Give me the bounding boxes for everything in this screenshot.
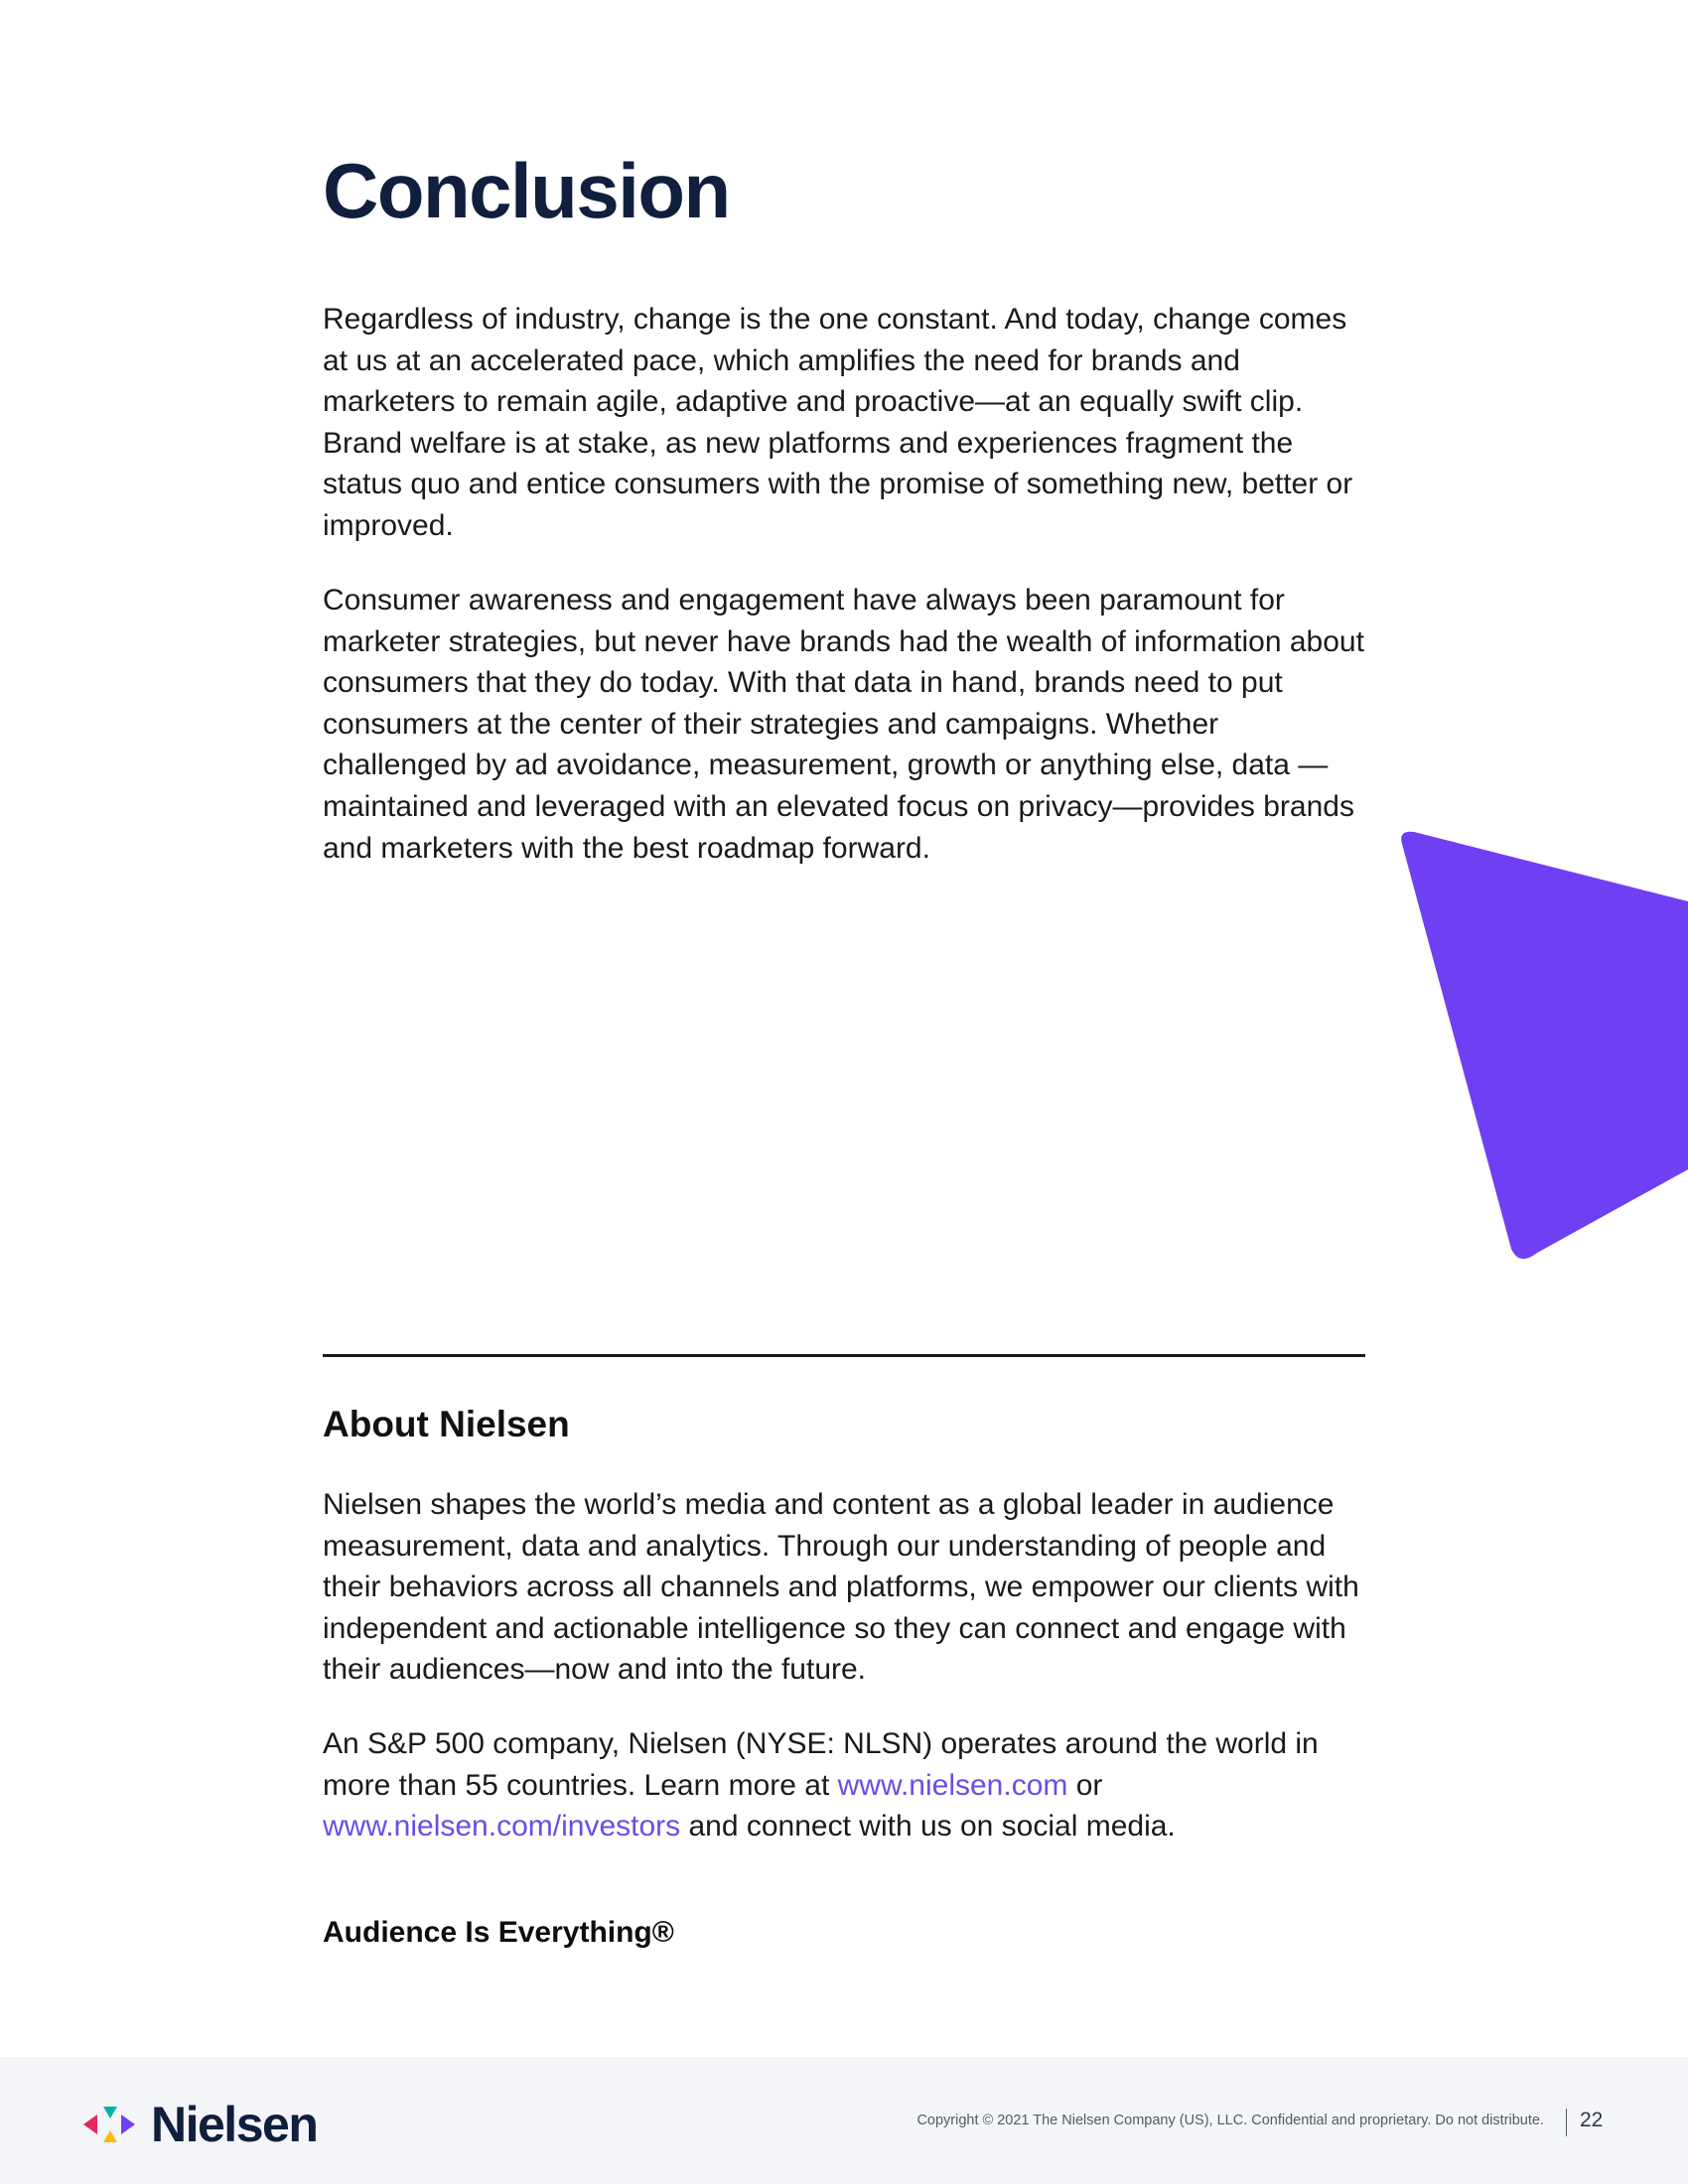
about-paragraph-2-text-end: and connect with us on social media. [680, 1810, 1176, 1843]
nielsen-logo [81, 2097, 317, 2152]
page-title: Conclusion [323, 147, 730, 234]
copyright-notice: Copyright © 2021 The Nielsen Company (US), LLC. Confidential and proprietary. Do not distribute. [916, 2113, 1544, 2128]
page-number: 22 [1580, 2109, 1604, 2131]
nielsen-website-link[interactable]: www.nielsen.com [837, 1768, 1068, 1802]
decorative-triangle [1390, 824, 1688, 1271]
conclusion-paragraph-2: Consumer awareness and engagement have always been paramount for marketer strategies, but never have brands had the wealth of information about consumers that they do today. With that data in hand, brands need to put consumers at the center of their strategies and campaigns. Whether challenged by ad avoidance, measurement, growth or anything else, data —maintained and leveraged with an elevated focus on privacy—provides brands and marketers with the best roadmap forward. [323, 584, 1364, 865]
nielsen-logo-mark-icon [81, 2101, 137, 2148]
page-number-separator [1566, 2109, 1567, 2136]
section-divider [323, 1354, 1365, 1357]
page-footer [0, 2057, 1688, 2184]
about-paragraph-1: Nielsen shapes the world’s media and content as a global leader in audience measurement, data and analytics. Through our understanding of people and their behaviors across all channels and platforms, we empower our clients with independent and actionable intelligence so they can connect and engage with their audiences—now and into the future. [323, 1488, 1359, 1687]
nielsen-investors-link[interactable]: www.nielsen.com/investors [323, 1810, 681, 1843]
tagline: Audience Is Everything® [323, 1916, 674, 1949]
conclusion-paragraph-1: Regardless of industry, change is the one constant. And today, change comes at us at an accelerated pace, which amplifies the need for brands and marketers to remain agile, adaptive and proactive—at an equally swift clip. Brand welfare is at stake, as new platforms and experiences fragment the status quo and entice consumers with the promise of something new, better or improved. [323, 303, 1353, 542]
nielsen-logo-wordmark: Nielsen [151, 2097, 318, 2152]
about-paragraph-2-text-or: or [1067, 1768, 1103, 1802]
about-paragraph-2-text-start: An S&P 500 company, Nielsen (NYSE: NLSN) operates around the world in more than 55 countries. Learn more at [323, 1727, 1319, 1802]
about-paragraph-2 [323, 1723, 1365, 1847]
about-heading: About Nielsen [323, 1404, 570, 1444]
